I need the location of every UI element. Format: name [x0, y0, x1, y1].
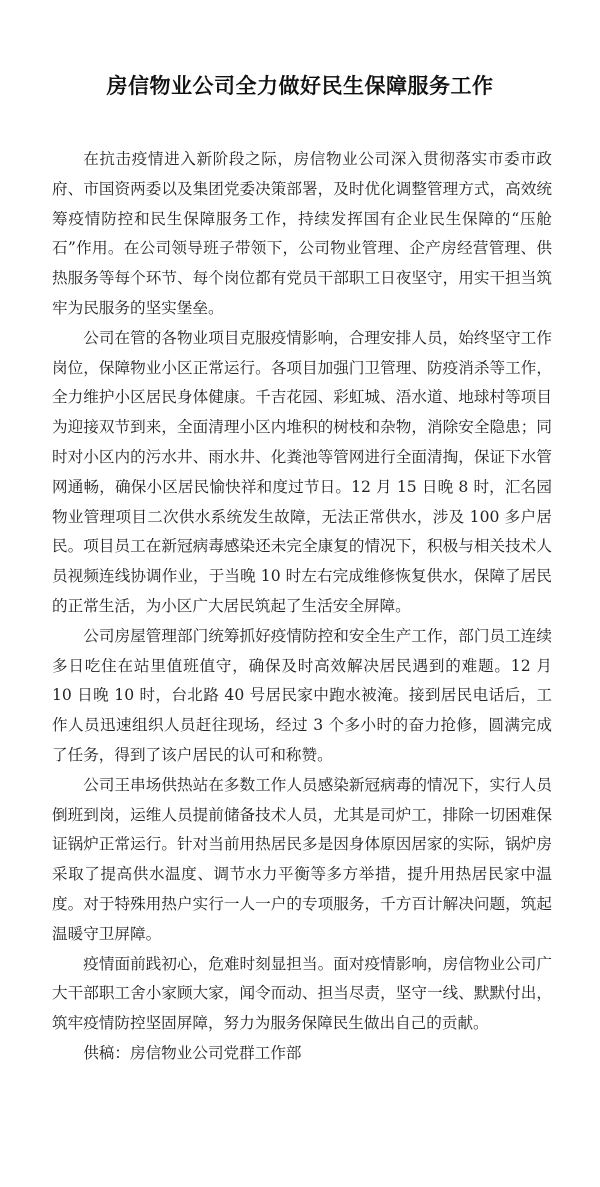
article-body [52, 145, 552, 1069]
article-paragraph: 在抗击疫情进入新阶段之际，房信物业公司深入贯彻落实市委市政府、市国资两委以及集团党委决策部署，及时优化调整管理方式，高效统筹疫情防控和民生保障服务工作，持续发挥国有企业民生保障的“压舱石”作用。在公司领导班子带领下，公司物业管理、企产房经营管理、供热服务等每个环节、每个岗位都有党员干部职工日夜坚守，用实干担当筑牢为民服务的坚实堡垒。 [52, 150, 552, 317]
article-paragraph: 疫情面前践初心，危难时刻显担当。面对疫情影响，房信物业公司广大干部职工舍小家顾大家，闻令而动、担当尽责，坚守一线、默默付出，筑牢疫情防控坚固屏障，努力为服务保障民生做出自己的贡献。 [52, 954, 552, 1033]
article-paragraph: 公司在管的各物业项目克服疫情影响，合理安排人员，始终坚守工作岗位，保障物业小区正常运行。各项目加强门卫管理、防疫消杀等工作，全力维护小区居民身体健康。千吉花园、彩虹城、浯水道、地球村等项目为迎接双节到来，全面清理小区内堆积的树枝和杂物，消除安全隐患；同时对小区内的污水井、雨水井、化粪池等管网进行全面清掏，保证下水管网通畅，确保小区居民愉快祥和度过节日。12 月 15 日晚 8 时，汇名园物业管理项目二次供水系统发生故障，无法正常供水，涉及 100 多户居民。项目员工在新冠病毒感染还未完全康复的情况下，积极与相关技术人员视频连线协调作业，于当晚 10 时左右完成维修恢复供水，保障了居民的正常生活，为小区广大居民筑起了生活安全屏障。 [52, 328, 552, 615]
article-paragraph: 公司房屋管理部门统筹抓好疫情防控和安全生产工作，部门员工连续多日吃住在站里值班值守，确保及时高效解决居民遇到的难题。12 月 10 日晚 10 时，台北路 40 号居民家中跑水被淹。接到居民电话后，工作人员迅速组织人员赶往现场，经过 3 个多小时的奋力抢修，圆满完成了任务，得到了该户居民的认可和称赞。 [52, 626, 552, 764]
article-source: 供稿：房信物业公司党群工作部 [83, 1043, 302, 1062]
article-title: 房信物业公司全力做好民生保障服务工作 [106, 73, 494, 98]
article-paragraph: 公司王串场供热站在多数工作人员感染新冠病毒的情况下，实行人员倒班到岗，运维人员提前储备技术人员，尤其是司炉工，排除一切困难保证锅炉正常运行。针对当前用热居民多是因身体原因居家的实际，锅炉房采取了提高供水温度、调节水力平衡等多方举措，提升用热居民家中温度。对于特殊用热户实行一人一户的专项服务，千方百计解决问题，筑起温暖守卫屏障。 [52, 775, 552, 943]
